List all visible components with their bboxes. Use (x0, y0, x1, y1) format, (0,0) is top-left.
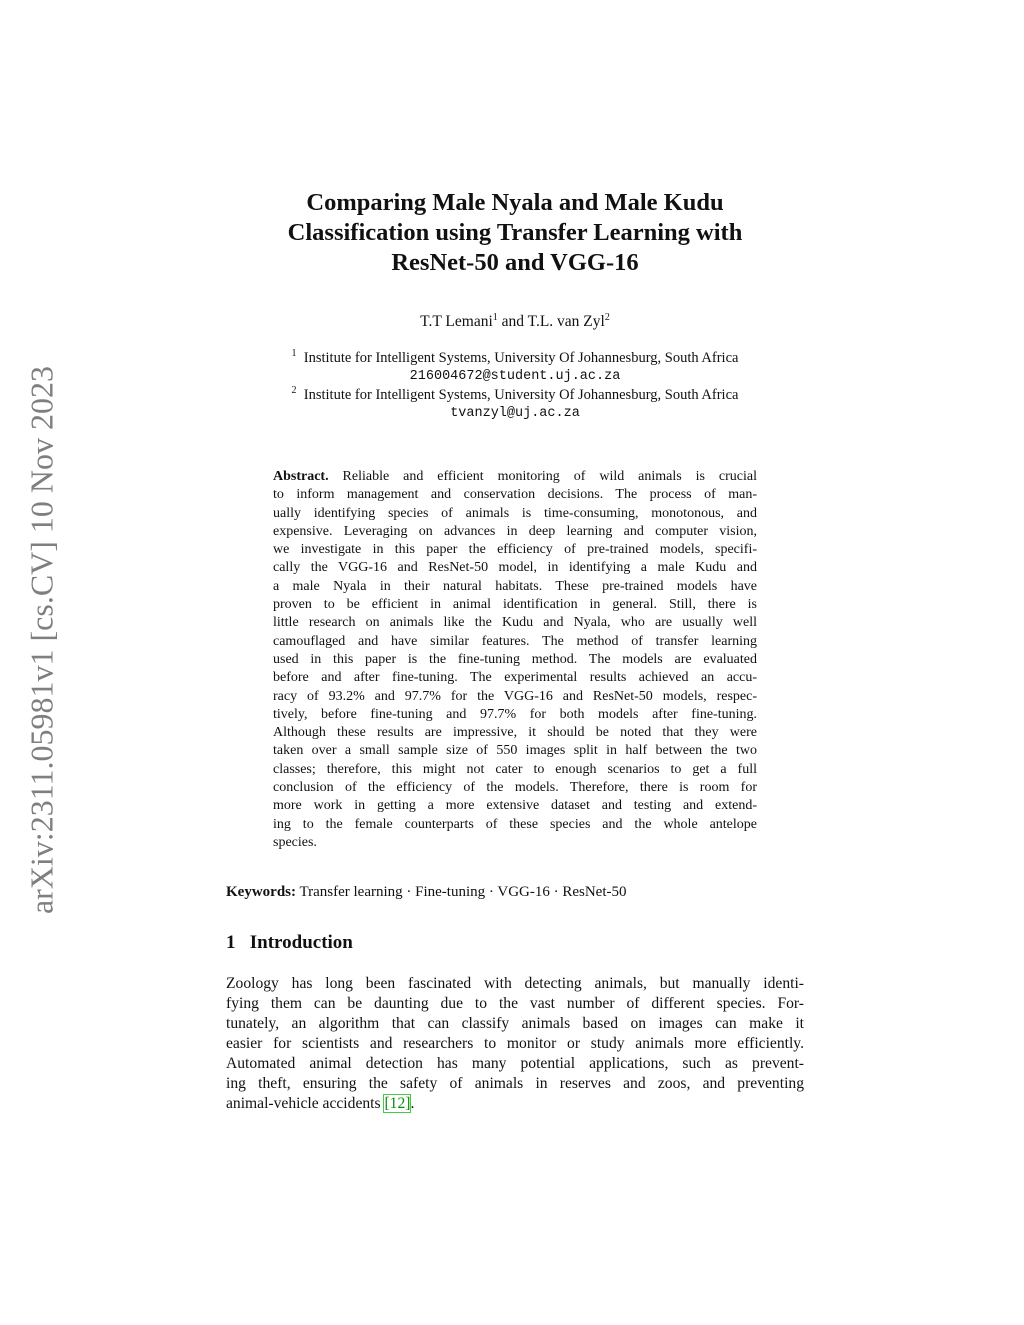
author-name: T.T Lemani (420, 313, 493, 330)
email[interactable]: 216004672@student.uj.ac.za (409, 368, 621, 384)
abstract-line-text: before and after fine-tuning. The experimental results achieved an accu- (273, 670, 757, 686)
intro-paragraph (226, 974, 804, 1114)
abstract-line-text: taken over a small sample size of 550 images split in half between the two (273, 743, 757, 759)
keywords-label: Keywords: (226, 884, 296, 900)
intro-line (226, 1094, 804, 1114)
aff-text: Institute for Intelligent Systems, University Of Johannesburg, South Africa (303, 350, 739, 366)
abstract-line (273, 779, 757, 797)
abstract-line (273, 596, 757, 614)
authors (0, 313, 1024, 331)
abstract-line-text: proven to be efficient in animal identification in general. Still, there is (273, 597, 757, 613)
abstract-line-text: little research on animals like the Kudu and Nyala, who are usually well (273, 615, 757, 631)
abstract-line (273, 505, 757, 523)
abstract-line (273, 559, 757, 577)
abstract-line-text: Reliable and efficient monitoring of wild animals is crucial (328, 469, 757, 484)
abstract-line (273, 523, 757, 541)
author-sep: and (497, 313, 528, 330)
intro-line-text: animal-vehicle accidents (226, 1095, 385, 1112)
abstract-line (273, 816, 757, 834)
author-sup: 2 (604, 312, 610, 323)
abstract-line-text: expensive. Leveraging on advances in deep learning and computer vision, (273, 523, 757, 539)
abstract-line (273, 468, 757, 486)
title-line: Classification using Transfer Learning with (287, 219, 743, 246)
abstract-line-text: species. (273, 834, 317, 850)
abstract-line-text: to inform management and conservation decisions. The process of man- (273, 487, 757, 503)
abstract-line-text: more work in getting a more extensive dataset and testing and extend- (273, 798, 757, 814)
affiliations (0, 349, 1024, 423)
section-heading (226, 932, 353, 954)
abstract-line-text: ing to the female counterparts of these species and the whole antelope (273, 816, 757, 832)
abstract-line (273, 706, 757, 724)
abstract-line-text: Although these results are impressive, it should be noted that they were (273, 725, 757, 741)
abstract-line-text: a male Nyala in their natural habitats. These pre-trained models have (273, 578, 757, 594)
title-line: Comparing Male Nyala and Male Kudu (306, 189, 724, 216)
citation-link[interactable]: [12] (384, 1095, 411, 1112)
aff-sup: 1 (291, 348, 297, 359)
affiliation (0, 386, 1024, 405)
intro-line: Automated animal detection has many potential applications, such as prevent- (226, 1055, 804, 1072)
abstract-line (273, 633, 757, 651)
abstract-line (273, 578, 757, 596)
abstract-line-text: camouflaged and have similar features. The method of transfer learning (273, 633, 757, 649)
abstract-label: Abstract. (273, 469, 329, 484)
intro-line: tunately, an algorithm that can classify animals based on images can make it (226, 1015, 804, 1032)
affiliation (0, 349, 1024, 368)
abstract-line (273, 614, 757, 632)
keywords-text: Transfer learning · Fine-tuning · VGG-16 · ResNet-50 (296, 884, 627, 900)
abstract-line-text: classes; therefore, this might not cater to enough scenarios to get a full (273, 761, 757, 777)
abstract-line (273, 797, 757, 815)
abstract-line (273, 761, 757, 779)
abstract-line (273, 688, 757, 706)
abstract-line-text: we investigate in this paper the efficiency of pre-trained models, specifi- (273, 542, 757, 558)
section-number: 1 (226, 932, 236, 953)
author-name: T.L. van Zyl (527, 313, 605, 330)
title-line: ResNet-50 and VGG-16 (391, 249, 639, 276)
intro-line: Zoology has long been fascinated with detecting animals, but manually identi- (226, 975, 804, 992)
abstract-line (273, 834, 757, 852)
abstract-line-text: used in this paper is the fine-tuning method. The models are evaluated (273, 651, 757, 667)
abstract-line (273, 742, 757, 760)
abstract-line-text: conclusion of the efficiency of the models. Therefore, there is room for (273, 780, 757, 796)
abstract-line (273, 669, 757, 687)
abstract-line-text: ually identifying species of animals is time-consuming, monotonous, and (273, 505, 757, 521)
abstract-line-text: racy of 93.2% and 97.7% for the VGG-16 and ResNet-50 models, respec- (273, 688, 757, 704)
paper-title (0, 188, 1024, 278)
email[interactable]: tvanzyl@uj.ac.za (450, 405, 580, 421)
abstract-line (273, 486, 757, 504)
section-title: Introduction (249, 932, 353, 953)
aff-sup: 2 (291, 385, 297, 396)
arxiv-identifier: arXiv:2311.05981v1 [cs.CV] 10 Nov 2023 (23, 365, 60, 915)
abstract-line-text: tively, before fine-tuning and 97.7% for both models after fine-tuning. (273, 706, 757, 722)
aff-text: Institute for Intelligent Systems, University Of Johannesburg, South Africa (303, 387, 739, 403)
intro-line: easier for scientists and researchers to monitor or study animals more efficiently. (226, 1035, 804, 1052)
abstract-line (273, 541, 757, 559)
intro-line: fying them can be daunting due to the vast number of different species. For- (226, 995, 804, 1012)
intro-line: ing theft, ensuring the safety of animals in reserves and zoos, and preventing (226, 1075, 804, 1092)
author-sup: 1 (492, 312, 498, 323)
abstract (273, 468, 757, 852)
intro-line-end: . (410, 1095, 415, 1112)
abstract-line (273, 724, 757, 742)
abstract-line-text: cally the VGG-16 and ResNet-50 model, in identifying a male Kudu and (273, 560, 757, 576)
abstract-line (273, 651, 757, 669)
keywords (226, 884, 627, 901)
